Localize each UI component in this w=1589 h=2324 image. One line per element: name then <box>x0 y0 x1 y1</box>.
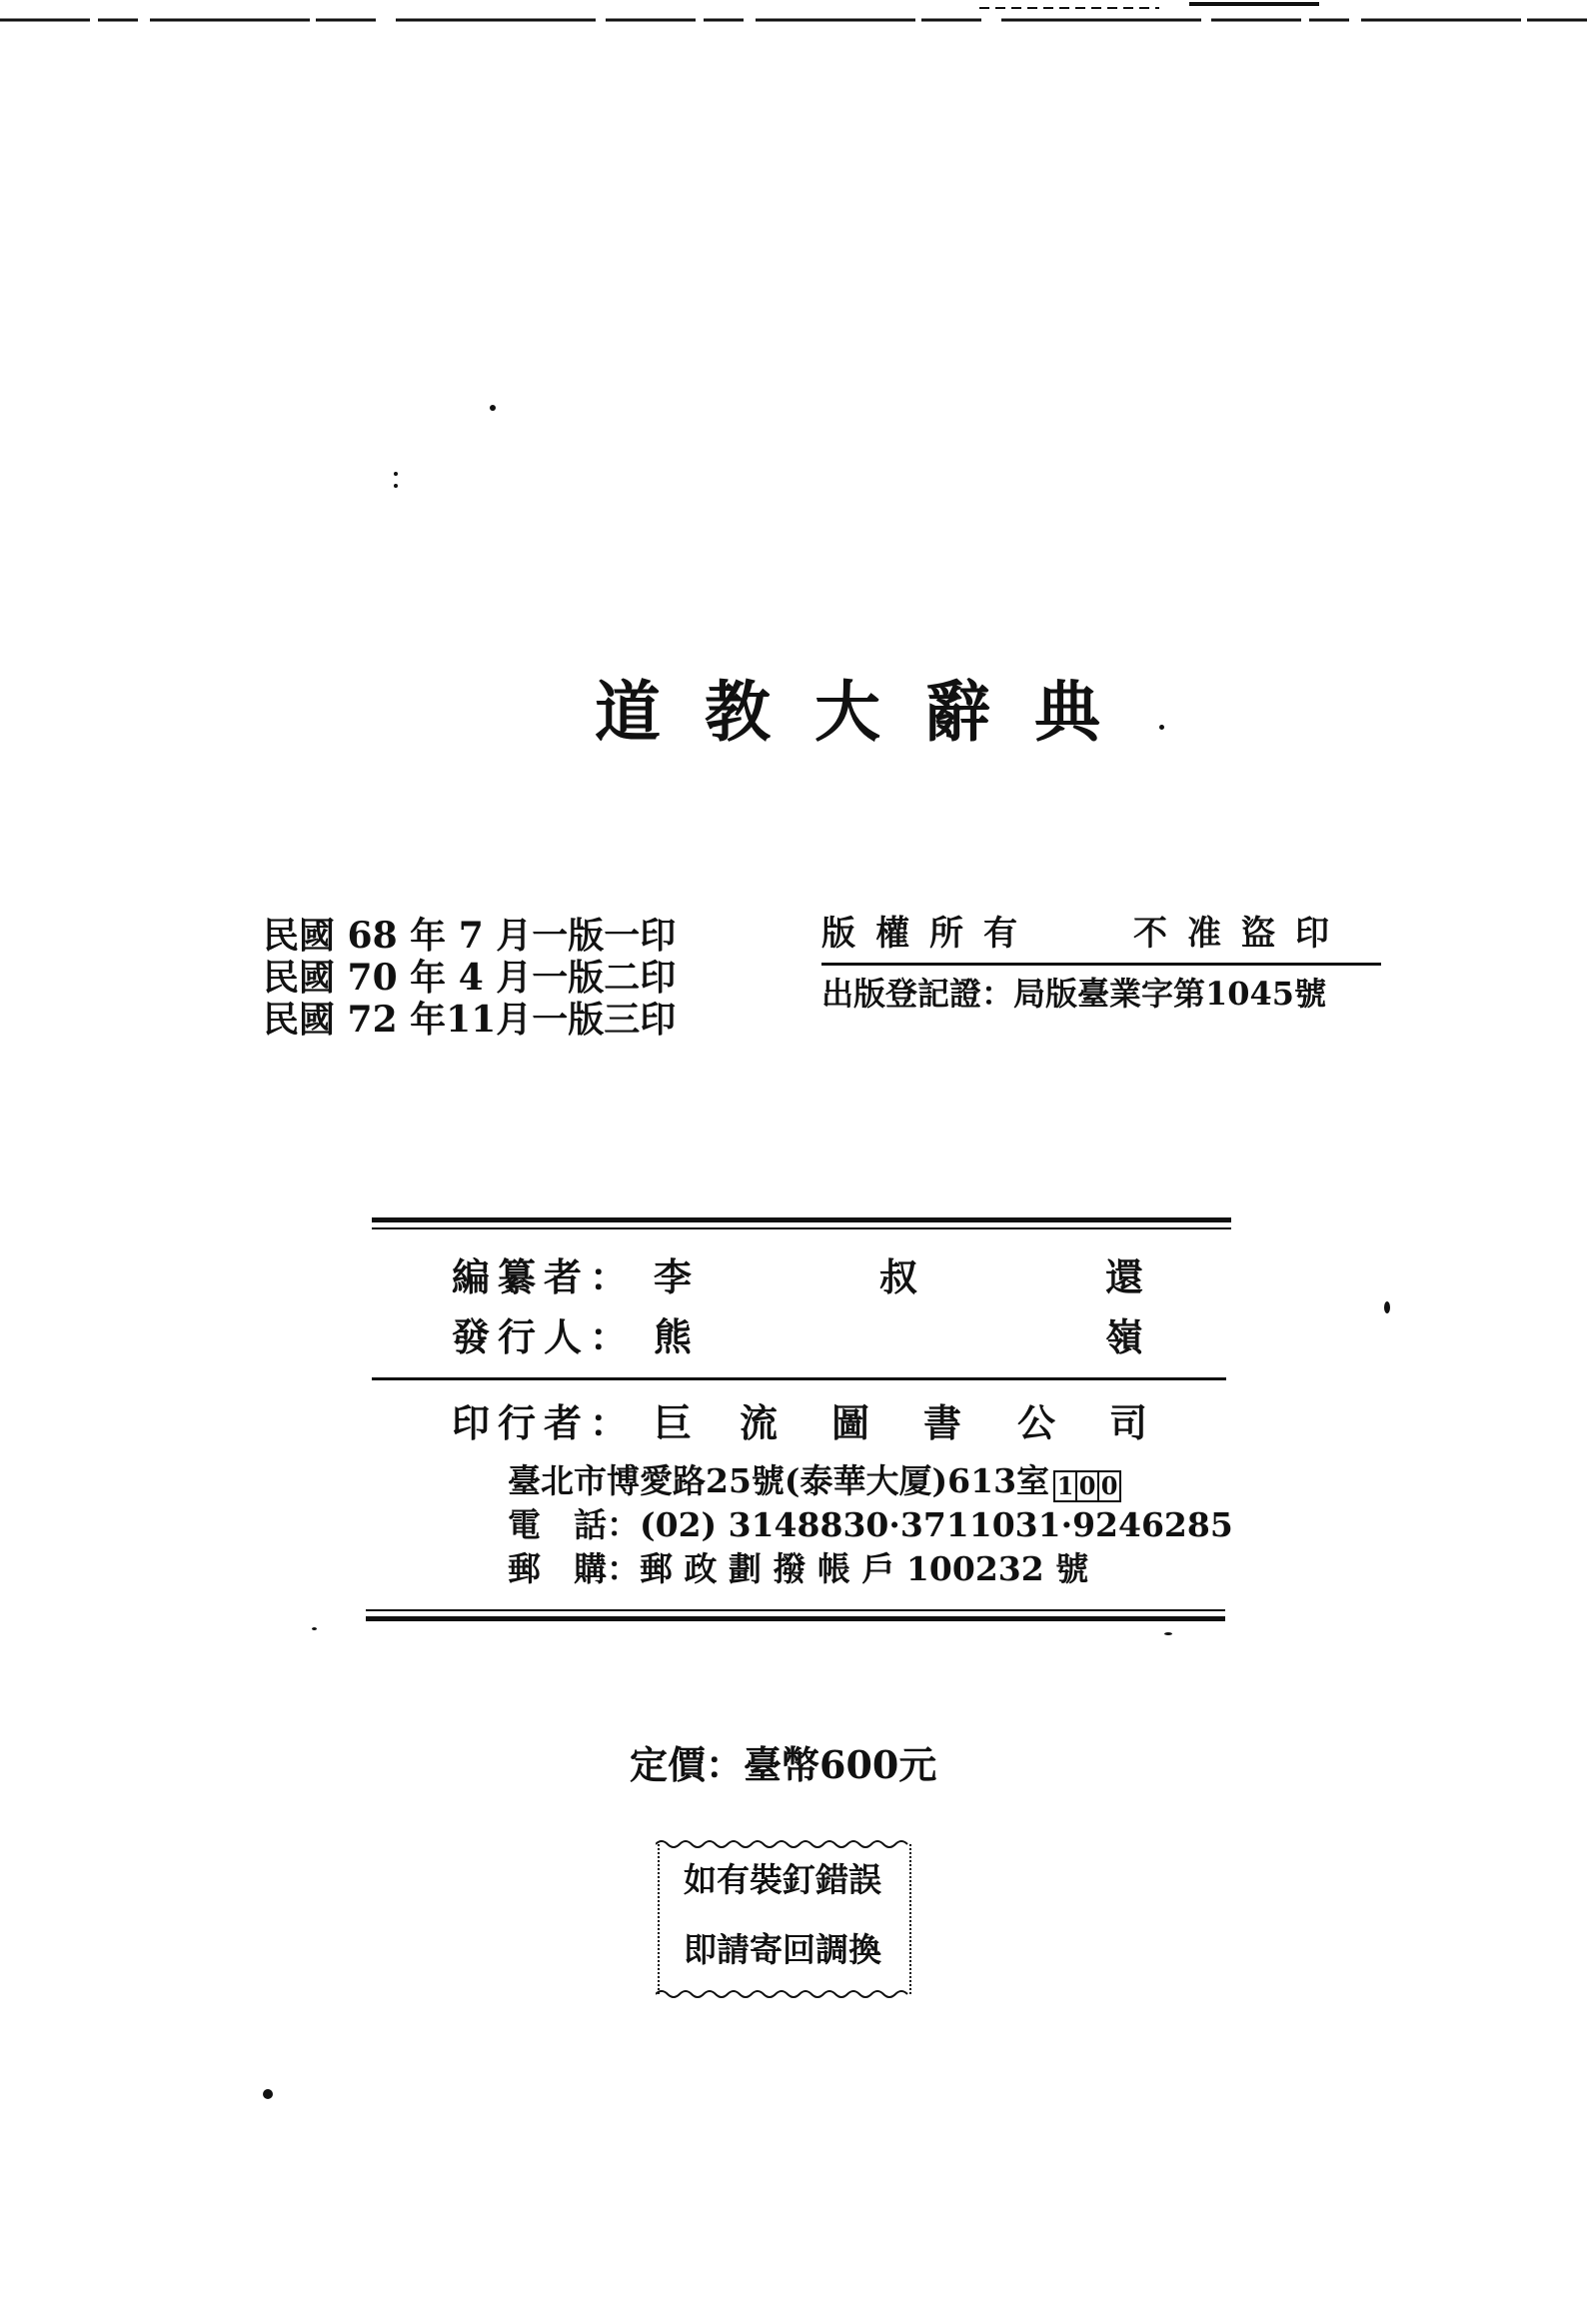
scan-edge-artifact <box>0 0 1589 26</box>
postal-digit: 0 <box>1077 1470 1099 1502</box>
scan-speck <box>263 2089 273 2099</box>
copyright-notice <box>821 912 1349 956</box>
scan-speck <box>1384 1301 1390 1313</box>
printer-name-char: 圖 <box>831 1400 870 1445</box>
printer-name-char: 司 <box>1109 1400 1148 1445</box>
phone-numbers: (02) 3148830·3711031·9246285 <box>640 1505 1233 1544</box>
scan-speck <box>490 405 496 411</box>
printer-name-char: 公 <box>1017 1400 1056 1445</box>
printer-name-char: 流 <box>740 1400 779 1445</box>
printer-label: 印行者： <box>452 1400 637 1445</box>
divider <box>821 963 1381 966</box>
publisher-label: 發行人： <box>452 1314 637 1359</box>
mail-order-label: 郵 購： <box>508 1549 640 1588</box>
postal-digit: 0 <box>1099 1470 1121 1502</box>
postal-transfer-account: 郵 政 劃 撥 帳 戶 100232 號 <box>640 1549 1089 1588</box>
scan-speck <box>1159 725 1164 730</box>
divider <box>372 1377 1226 1380</box>
divider <box>372 1217 1231 1222</box>
edition-line: 民國 70 年 4 月一版二印 <box>263 957 677 999</box>
compiler-name-char: 叔 <box>879 1254 918 1299</box>
divider <box>366 1609 1225 1611</box>
compiler-label: 編纂者： <box>452 1254 637 1299</box>
printer-address <box>508 1459 1121 1505</box>
book-title: 道教大辭典 <box>595 673 1144 751</box>
price: 定價：臺幣600元 <box>630 1742 937 1787</box>
scan-speck <box>1164 1632 1172 1635</box>
printer-name-char: 巨 <box>654 1400 693 1445</box>
mail-order-line <box>508 1547 1088 1591</box>
divider <box>372 1227 1231 1229</box>
edition-line: 民國 72 年11月一版三印 <box>263 999 677 1041</box>
phone-label: 電 話： <box>508 1505 640 1544</box>
scan-speck <box>394 472 398 476</box>
wavy-border <box>656 1838 913 1850</box>
scan-speck <box>394 484 398 488</box>
edition-history <box>263 915 676 1041</box>
publication-license: 出版登記證：局版臺業字第1045號 <box>821 975 1327 1013</box>
printer-name-char: 書 <box>923 1400 962 1445</box>
street-address: 臺北市博愛路25號(泰華大厦)613室 <box>508 1461 1050 1500</box>
compiler-name-char: 還 <box>1105 1254 1144 1299</box>
wavy-border <box>656 1988 913 2000</box>
phone-line <box>508 1503 1233 1547</box>
compiler-name-char: 李 <box>654 1254 693 1299</box>
divider <box>366 1616 1225 1621</box>
edition-line: 民國 68 年 7 月一版一印 <box>263 915 677 957</box>
all-rights-reserved: 版權所有 <box>821 914 1037 954</box>
notice-line: 即請寄回調換 <box>684 1930 881 1969</box>
notice-line: 如有裝釘錯誤 <box>684 1860 881 1899</box>
scan-speck <box>312 1627 317 1630</box>
postal-digit: 1 <box>1053 1470 1077 1502</box>
no-piracy-notice: 不准盜印 <box>1133 914 1349 954</box>
postal-code <box>1053 1461 1121 1505</box>
publisher-name-char: 熊 <box>654 1314 693 1359</box>
binding-error-notice <box>658 1844 911 1994</box>
publisher-name-char: 嶺 <box>1105 1314 1144 1359</box>
